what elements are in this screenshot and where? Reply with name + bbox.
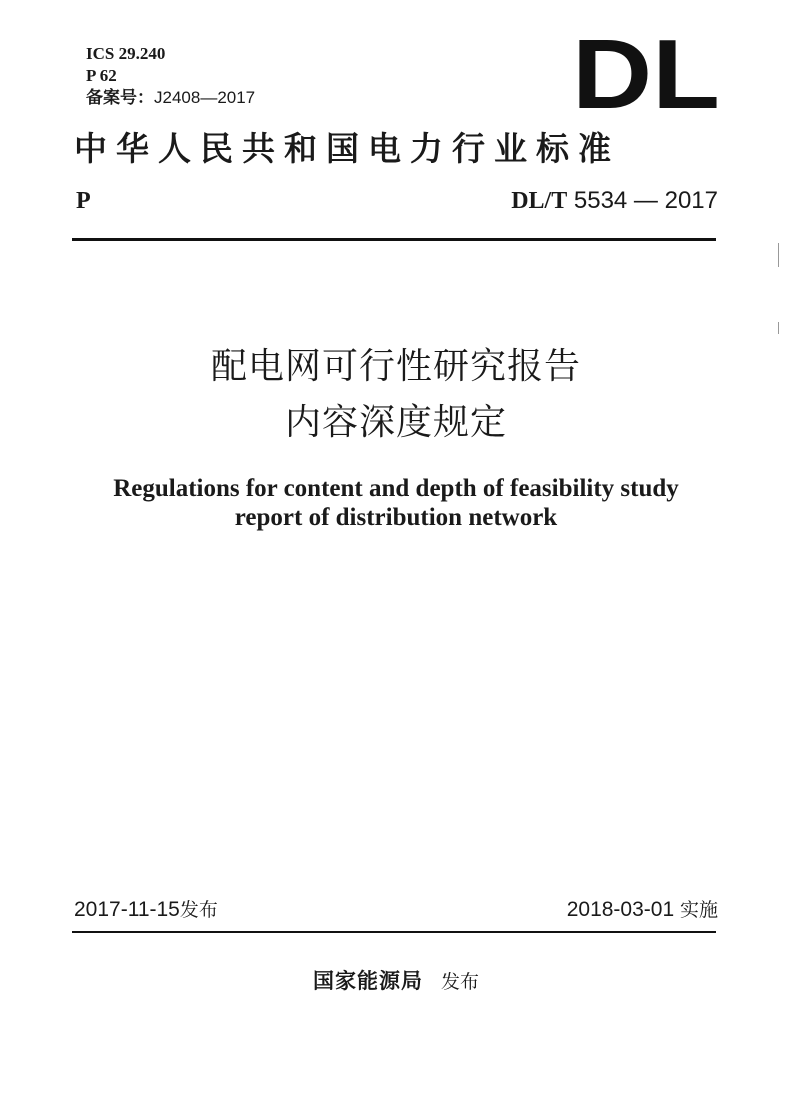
effective-date-value: 2018-03-01 [566,898,675,921]
ics-code: ICS 29.240 [86,44,166,63]
standard-code-prefix: DL/T [511,188,568,214]
ccs-code: P 62 [86,66,117,85]
header-rule [72,238,716,241]
title-en-line2: report of distribution network [234,504,558,531]
issue-date-value: 2017-11-15 [74,898,180,921]
dl-logo-text: DL [572,36,720,114]
record-number [86,88,255,108]
publisher-name: 国家能源局 [312,968,423,993]
standard-code-number: 5534 — 2017 [573,187,718,214]
title-cn-line2: 内容深度规定 [284,402,507,443]
title-en-line1: Regulations for content and depth of feasibility study [113,475,679,502]
effective-date-label: 实施 [679,899,718,921]
issue-date [74,896,218,924]
footer-rule [72,931,716,933]
scan-mark [778,243,779,267]
standard-code [511,186,718,216]
dl-logo [572,36,720,114]
effective-date [567,896,718,924]
publisher-action: 发布 [440,971,479,993]
record-number-value: J2408—2017 [154,88,256,107]
scan-mark [778,322,779,334]
title-cn-line1: 配电网可行性研究报告 [210,346,581,387]
record-number-label: 备案号： [86,88,154,107]
standard-category: 中华人民共和国电力行业标准 [74,129,620,168]
classification-letter: P [76,188,91,214]
issue-date-label: 发布 [179,899,218,921]
publisher-line [0,966,792,997]
